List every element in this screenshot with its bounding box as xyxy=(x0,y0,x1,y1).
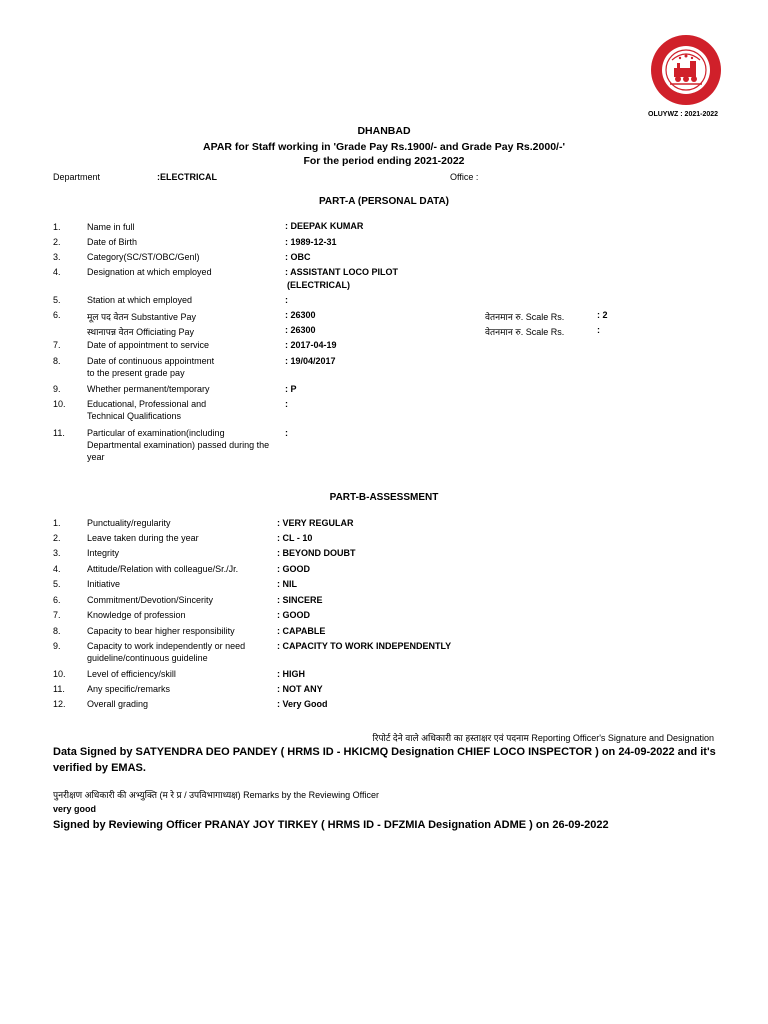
row-number: 3. xyxy=(53,548,61,558)
row-value: : CAPABLE xyxy=(277,626,326,636)
row-label-line-2: to the present grade pay xyxy=(87,368,185,378)
row-value: : HIGH xyxy=(277,669,305,679)
row-value: : xyxy=(285,428,288,438)
row-label: Station at which employed xyxy=(87,295,193,305)
row-label: Integrity xyxy=(87,548,120,558)
row-number: 6. xyxy=(53,595,61,605)
row-label: Capacity to bear higher responsibility xyxy=(87,626,235,636)
row-value: : NOT ANY xyxy=(277,684,323,694)
row-label: Initiative xyxy=(87,579,121,589)
row-label-line-2: Departmental examination) passed during the xyxy=(87,440,270,450)
page-title: APAR for Staff working in 'Grade Pay Rs.1900/- and Grade Pay Rs.2000/-' xyxy=(203,141,565,153)
row-label: Capacity to work independently or need xyxy=(87,641,246,651)
row-label: Particular of examination(including xyxy=(87,428,225,438)
office-label: Office : xyxy=(450,172,479,182)
row-value: : GOOD xyxy=(277,564,310,574)
row-value: : 1989-12-31 xyxy=(285,237,337,247)
logo-ring-text-right xyxy=(650,34,651,35)
row-value: : 26300 xyxy=(285,310,316,320)
row-value: : 19/04/2017 xyxy=(285,356,336,366)
scale-value: : 2 xyxy=(597,310,608,320)
row-value: : DEEPAK KUMAR xyxy=(285,221,364,231)
office-name: DHANBAD xyxy=(357,125,411,137)
row-number: 4. xyxy=(53,564,61,574)
row-label: Date of Birth xyxy=(87,237,138,247)
row-label: Whether permanent/temporary xyxy=(87,384,210,394)
row-label-line-3: year xyxy=(87,452,105,462)
reference-code: OLUYWZ : 2021-2022 xyxy=(648,111,719,118)
scale-value: : xyxy=(597,325,600,335)
row-label: Punctuality/regularity xyxy=(87,518,171,528)
row-number: 2. xyxy=(53,237,61,247)
row-number: 4. xyxy=(53,267,61,277)
row-number: 2. xyxy=(53,533,61,543)
row-value: : 26300 xyxy=(285,325,316,335)
row-value: : BEYOND DOUBT xyxy=(277,548,356,558)
row-number: 3. xyxy=(53,252,61,262)
row-label: मूल पद वेतन Substantive Pay xyxy=(87,312,197,322)
reporting-officer-signature-label: रिपोर्ट देने वाले अधिकारी का हस्ताक्षर एवं पदनाम Reporting Officer's Signature and Designation xyxy=(372,733,714,743)
row-number: 11. xyxy=(53,428,65,438)
row-number: 12. xyxy=(53,699,66,709)
row-value: : xyxy=(285,399,288,409)
row-value: : SINCERE xyxy=(277,595,323,605)
row-number: 9. xyxy=(53,641,61,651)
reporting-officer-signed-line-1: Data Signed by SATYENDRA DEO PANDEY ( HRMS ID - HKICMQ Designation CHIEF LOCO INSPECTOR ) on 24-09-2022 and it's xyxy=(53,746,716,758)
row-value: : CAPACITY TO WORK INDEPENDENTLY xyxy=(277,641,452,651)
row-number: 6. xyxy=(53,310,61,320)
indian-railways-logo xyxy=(650,34,722,106)
row-label: Knowledge of profession xyxy=(87,610,186,620)
part-b-title: PART-B-ASSESSMENT xyxy=(329,492,439,503)
row-value: : 2017-04-19 xyxy=(285,340,337,350)
row-label: Category(SC/ST/OBC/Genl) xyxy=(87,252,200,262)
row-label: Leave taken during the year xyxy=(87,533,199,543)
scale-label: वेतनमान रु. Scale Rs. xyxy=(485,312,565,322)
row-number: 8. xyxy=(53,626,61,636)
reviewing-officer-remarks-value: very good xyxy=(53,804,97,814)
part-a-title: PART-A (PERSONAL DATA) xyxy=(319,196,449,207)
row-label: Educational, Professional and xyxy=(87,399,207,409)
row-value: : VERY REGULAR xyxy=(277,518,354,528)
row-number: 1. xyxy=(53,222,61,232)
row-number: 10. xyxy=(53,669,66,679)
scale-label: वेतनमान रु. Scale Rs. xyxy=(485,327,565,337)
row-label-line-2: Technical Qualifications xyxy=(87,411,182,421)
row-value-line-2: (ELECTRICAL) xyxy=(287,280,350,290)
row-value: : CL - 10 xyxy=(277,533,313,543)
row-label: Level of efficiency/skill xyxy=(87,669,176,679)
row-label: Name in full xyxy=(87,222,135,232)
row-value: : NIL xyxy=(277,579,297,589)
row-number: 9. xyxy=(53,384,61,394)
row-number: 5. xyxy=(53,295,61,305)
row-label: Designation at which employed xyxy=(87,267,212,277)
row-label: Attitude/Relation with colleague/Sr./Jr. xyxy=(87,564,239,574)
row-value: : GOOD xyxy=(277,610,310,620)
row-number: 1. xyxy=(53,518,61,528)
department-value: :ELECTRICAL xyxy=(157,172,217,182)
row-label-line-2: guideline/continuous guideline xyxy=(87,653,208,663)
row-number: 8. xyxy=(53,356,61,366)
row-number: 5. xyxy=(53,579,61,589)
row-value: : xyxy=(285,295,288,305)
row-value: : Very Good xyxy=(277,699,328,709)
row-number: 7. xyxy=(53,340,61,350)
row-number: 7. xyxy=(53,610,61,620)
row-number: 10. xyxy=(53,399,66,409)
row-value: : ASSISTANT LOCO PILOT xyxy=(285,267,398,277)
indian-railways-emblem-icon xyxy=(650,34,722,106)
reporting-officer-signed-line-2: verified by EMAS. xyxy=(53,762,146,774)
row-label: Overall grading xyxy=(87,699,149,709)
row-value: : OBC xyxy=(285,252,311,262)
department-label: Department xyxy=(53,172,101,182)
row-label: Date of continuous appointment xyxy=(87,356,215,366)
row-label: Any specific/remarks xyxy=(87,684,171,694)
row-value: : P xyxy=(285,384,297,394)
row-label: स्थानापन्न वेतन Officiating Pay xyxy=(87,327,194,337)
reviewing-officer-signed-line: Signed by Reviewing Officer PRANAY JOY TIRKEY ( HRMS ID - DFZMIA Designation ADME ) on 26-09-2022 xyxy=(53,819,609,831)
row-label: Commitment/Devotion/Sincerity xyxy=(87,595,214,605)
row-number: 11. xyxy=(53,684,65,694)
reviewing-officer-remarks-label: पुनरीक्षण अधिकारी की अभ्युक्ति (म रे प्र / उपविभागाध्यक्ष) Remarks by the Reviewing Officer xyxy=(53,790,380,800)
row-label: Date of appointment to service xyxy=(87,340,210,350)
period-title: For the period ending 2021-2022 xyxy=(303,155,465,167)
